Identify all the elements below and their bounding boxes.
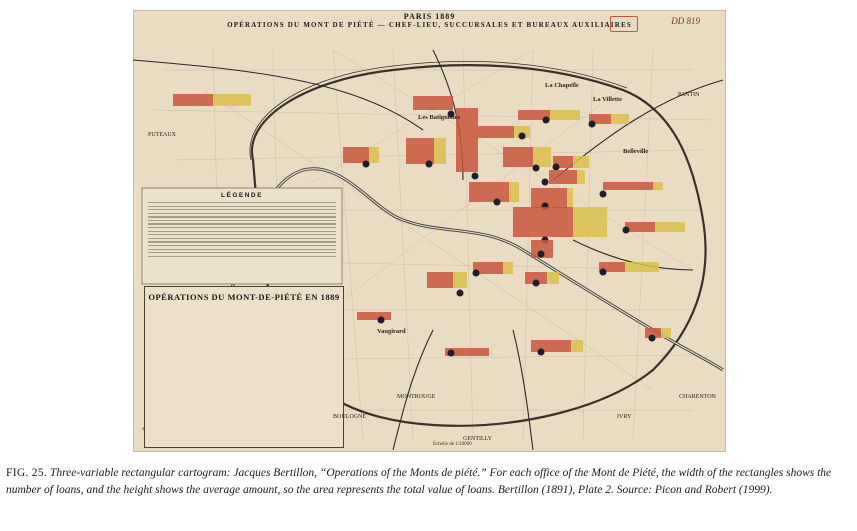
catalog-mark: DD 819 [671,16,700,26]
legend-box [142,188,342,288]
figure-label: FIG. 25. [6,467,48,479]
label-pantin: PANTIN [678,92,700,98]
label-montrouge: MONTROUGE [397,394,436,400]
label-gentilly: GENTILLY [463,436,493,442]
label-vaugirard: Vaugirard [377,328,406,335]
label-charenton: CHARENTON [679,394,716,400]
map-title: PARIS 1889 [403,12,456,21]
legend-title: LÉGENDE [221,192,263,199]
library-stamp [610,16,638,32]
figure-caption [6,465,851,499]
label-la-chapelle: La Chapelle [545,82,579,89]
label-batignolles: Les Batignolles [418,114,461,121]
map-plate [133,10,726,452]
label-la-villette: La Villette [593,96,623,103]
label-ivry: IVRY [617,414,632,420]
figure-caption-text: Three-variable rectangular cartogram: Jacques Bertillon, “Operations of the Monts de piété.” For each office of the Mont de Piété, the width of the rectangles shows the number of loans, and the height shows the average amount, so the area represents the total value of loans. Bertillon (1891), Plate 2. Source: Picon and Robert (1999). [6,467,832,496]
map-subtitle: OPÉRATIONS DU MONT DE PIÉTÉ — CHEF-LIEU, SUCCURSALES ET BUREAUX AUXILIAIRES [227,21,632,29]
label-boulogne: BOULOGNE [333,414,366,420]
table-title: OPÉRATIONS DU MONT-DE-PIÉTÉ EN 1889 [148,292,340,302]
scale-label: Échelle de 1/20000 [433,442,472,447]
operations-table [144,286,344,448]
label-puteaux: PUTEAUX [148,132,176,138]
legend-text-block [148,202,336,257]
label-belleville: Belleville [623,148,649,155]
